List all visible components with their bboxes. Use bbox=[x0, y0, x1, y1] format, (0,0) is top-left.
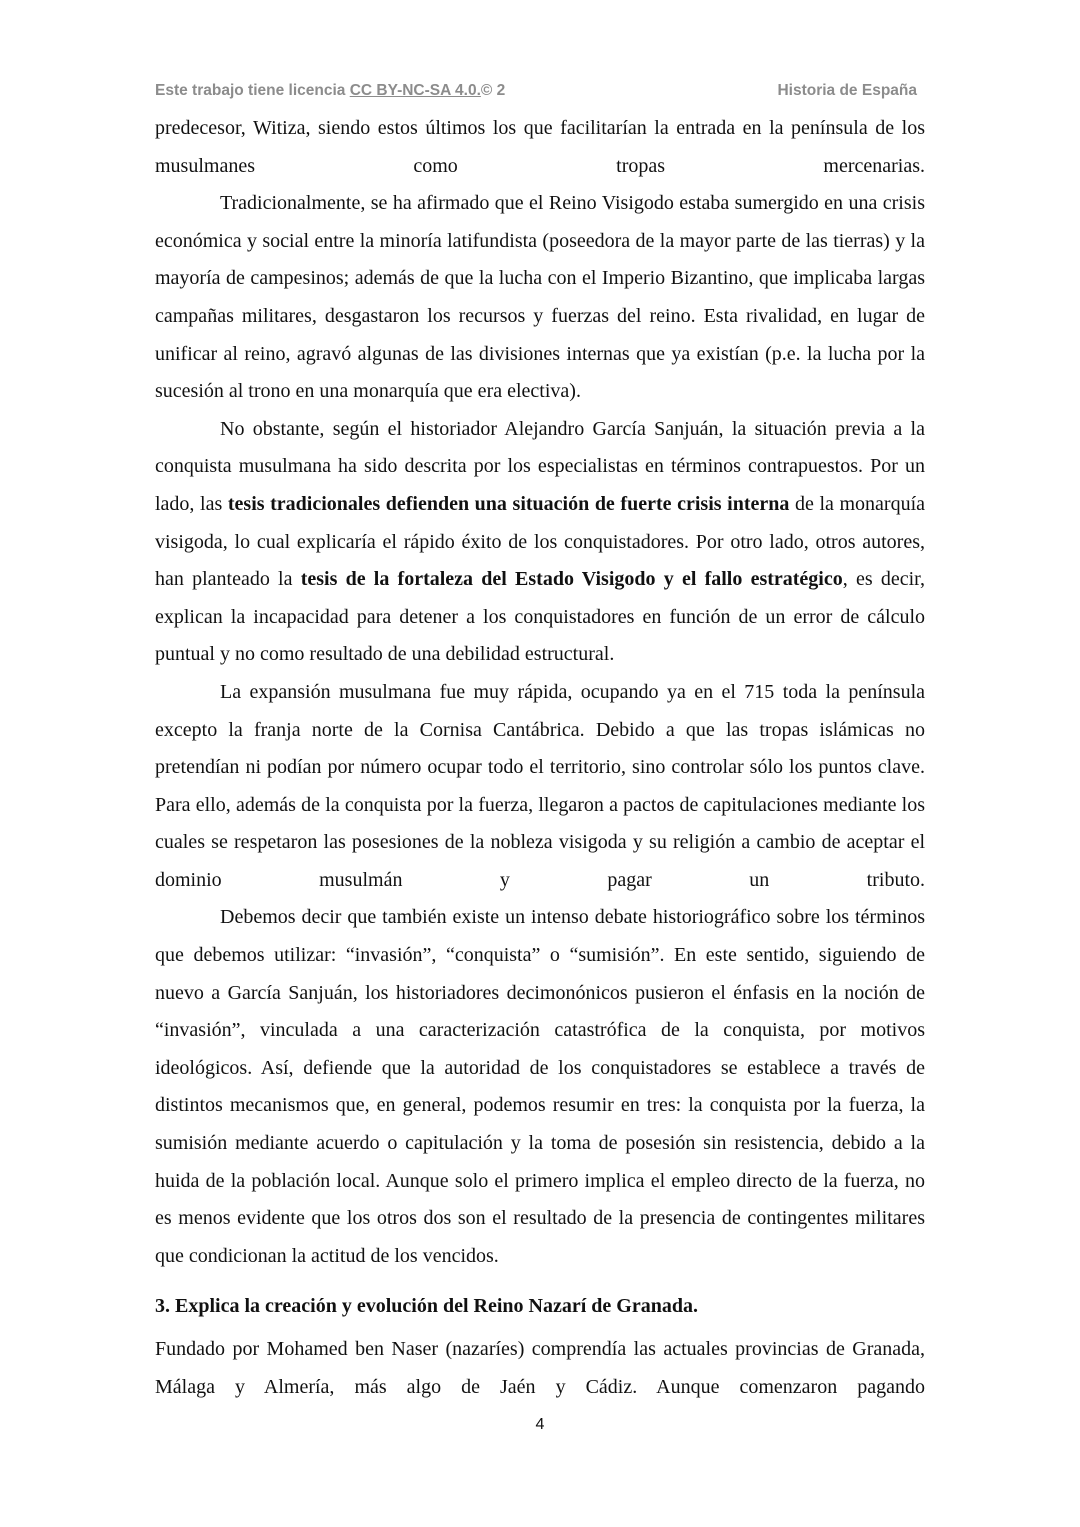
paragraph-text: , es decir, explican la incapacidad para detener a los conquistadores en función de un error de cálculo puntual y no como resultado de una debilidad estructural. bbox=[155, 568, 926, 666]
subject-title: Historia de España bbox=[777, 82, 917, 99]
page-number: 4 bbox=[535, 1416, 545, 1433]
paragraph-tradicionalmente: Tradicionalmente, se ha afirmado que el Reino Visigodo estaba sumergido en una crisis económica y social entre la minoría latifundista (poseedora de la mayor parte de las tierras) y la mayoría de campesinos; además de que la lucha con el Imperio Bizantino, que implicaba largas campañas militares, desgastaron los recursos y fuerzas del reino. Esta rivalidad, en lugar de unificar al reino, agravó algunas de las divisiones internas que ya existían (p.e. la lucha por la sucesión al trono en una monarquía que era electiva). bbox=[155, 192, 925, 403]
license-prefix: Este trabajo tiene licencia bbox=[155, 82, 350, 99]
license-notice bbox=[155, 82, 505, 100]
paragraph-expansion: La expansión musulmana fue muy rápida, ocupando ya en el 715 toda la península excepto la franja norte de la Cornisa Cantábrica. Debido a que las tropas islámicas no pretendían ni podían por número ocupar todo el territorio, sino controlar sólo los puntos clave. Para ello, además de la conquista por la fuerza, llegaron a pactos de capitulaciones mediante los cuales se respetaron las posesiones de la nobleza visigoda y su religión a cambio de aceptar el dominio musulmán y pagar un tributo. bbox=[155, 680, 925, 891]
bold-phrase-tesis-tradicionales: tesis tradicionales defienden una situación de fuerte crisis interna bbox=[227, 492, 790, 515]
paragraph-text: de la monarquía visigoda, lo cual explicaría el rápido éxito de los conquistadores. Por otro lado, otros autores, han planteado la bbox=[155, 492, 926, 591]
section-heading: 3. Explica la creación y evolución del Reino Nazarí de Granada. bbox=[155, 1295, 698, 1317]
paragraph-no-obstante bbox=[155, 411, 925, 674]
license-link[interactable]: CC BY-NC-SA 4.0. bbox=[349, 82, 481, 99]
page-header bbox=[155, 82, 917, 104]
body-text bbox=[155, 110, 925, 1275]
paragraph-continuation: predecesor, Witiza, siendo estos últimos los que facilitarían la entrada en la península de los musulmanes como tropas mercenarias. bbox=[155, 117, 925, 177]
bold-phrase-tesis-fortaleza: tesis de la fortaleza del Estado Visigodo y el fallo estratégico bbox=[300, 568, 843, 591]
section-paragraph: Fundado por Mohamed ben Naser (nazaríes) comprendía las actuales provincias de Granada, Málaga y Almería, más algo de Jaén y Cádiz. Aunque comenzaron pagando bbox=[155, 1338, 925, 1398]
paragraph-text: No obstante, según el historiador Alejandro García Sanjuán, la situación previa a la conquista musulmana ha sido descrita por los especialistas en términos contrapuestos. Por un lado, las bbox=[155, 417, 925, 515]
license-suffix: © 2 bbox=[480, 82, 506, 99]
paragraph-debate: Debemos decir que también existe un intenso debate historiográfico sobre los términos que debemos utilizar: “invasión”, “conquista” o “sumisión”. En este sentido, siguiendo de nuevo a García Sanjuán, los historiadores decimonónicos pusieron el énfasis en la noción de “invasión”, vinculada a una caracterización catastrófica de la conquista, por motivos ideológicos. Así, defiende que la autoridad de los conquistadores se establece a través de distintos mecanismos que, en general, podemos resumir en tres: la conquista por la fuerza, la sumisión mediante acuerdo o capitulación y la toma de posesión sin resistencia, debido a la huida de la población local. Aunque solo el primero implica el empleo directo de la fuerza, no es menos evidente que los otros dos son el resultado de la presencia de contingentes militares que condicionan la actitud de los vencidos. bbox=[155, 906, 925, 1267]
